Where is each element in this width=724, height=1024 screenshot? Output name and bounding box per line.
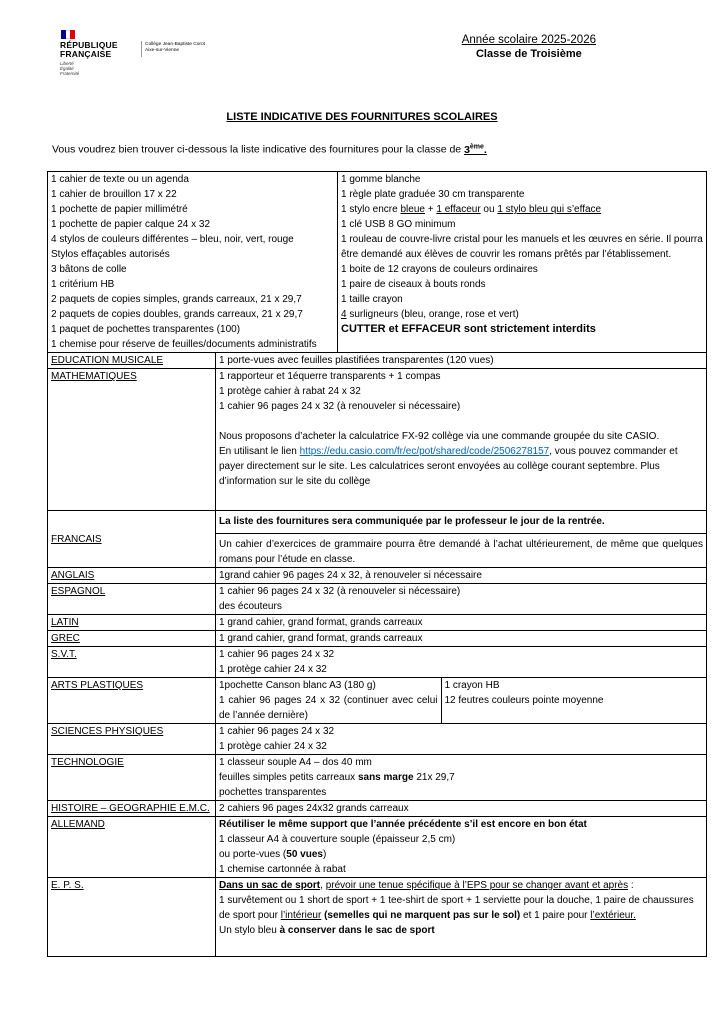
list-item: 1 pochette de papier calque 24 x 32	[51, 219, 211, 230]
list-item: 1 chemise pour réserve de feuilles/documents administratifs	[51, 339, 317, 350]
subject-francais: FRANCAIS	[48, 511, 216, 568]
subject-arts: ARTS PLASTIQUES	[48, 678, 216, 724]
list-item: 3 bâtons de colle	[51, 264, 127, 275]
subject-svt: S.V.T.	[48, 647, 216, 678]
table-row	[48, 568, 707, 584]
subject-content: 1 cahier 96 pages 24 x 32 1 protège cahier 24 x 32	[216, 724, 707, 755]
casio-link[interactable]: https://edu.casio.com/fr/ec/pot/shared/code/2506278157	[299, 446, 550, 457]
list-item: 1 règle plate graduée 30 cm transparente	[341, 189, 525, 200]
college-name: Collège Jean-Baptiste Corot Aixe-sur-Vienne	[145, 42, 205, 53]
list-item: 4 surligneurs (bleu, orange, rose et vert)	[341, 309, 519, 320]
francais-top: La liste des fournitures sera communiquée par le professeur le jour de la rentrée.	[216, 511, 706, 534]
table-row	[48, 755, 707, 801]
table-row	[48, 369, 707, 511]
subject-content: Réutiliser le même support que l’année précédente s’il est encore en bon état 1 classeur A4 à couverture souple (épaisseur 2,5 cm) ou porte-vues (50 vues) 1 chemise cartonnée à rabat	[216, 817, 707, 878]
list-item: 1 pochette de papier millimétré	[51, 204, 188, 215]
subject-physique: SCIENCES PHYSIQUES	[48, 724, 216, 755]
list-item: 1 cahier de texte ou un agenda	[51, 174, 189, 185]
table-row	[48, 678, 707, 724]
subject-content: 1grand cahier 96 pages 24 x 32, à renouveler si nécessaire	[216, 568, 707, 584]
list-item: 1 gomme blanche	[341, 174, 421, 185]
table-row	[48, 631, 707, 647]
subject-content	[216, 511, 707, 568]
table-row	[48, 647, 707, 678]
subject-content: 2 cahiers 96 pages 24x32 grands carreaux	[216, 801, 707, 817]
subject-content: 1 classeur souple A4 – dos 40 mm feuilles simples petits carreaux sans marge 21x 29,7 pochettes transparentes	[216, 755, 707, 801]
page-title: LISTE INDICATIVE DES FOURNITURES SCOLAIRES	[226, 111, 498, 123]
subject-content: 1 rapporteur et 1équerre transparents + 1 compas 1 protège cahier à rabat 24 x 32 1 cahier 96 pages 24 x 32 (à renouveler si nécessaire) Nous proposons d’acheter la calculatrice FX-92 collège via une commande groupée du site CASIO. En utilisant le lien https://edu.casio.com/fr/ec/pot/shared/code/2506278157, vous pouvez commander et payer directement sur le site. Les calculatrices seront envoyées au collège courant septembre. Plus d’information sur le site du collège	[216, 369, 707, 511]
motto: Liberté Égalité Fraternité	[60, 61, 80, 76]
general-right-cell	[338, 172, 707, 353]
arts-left: 1pochette Canson blanc A3 (180 g) 1 cahier 96 pages 24 x 32 (continuer avec celui de l’année dernière)	[216, 678, 441, 723]
list-item: 1 taille crayon	[341, 294, 403, 305]
list-item: 2 paquets de copies doubles, grands carreaux, 21 x 29,7	[51, 309, 303, 320]
republique-francaise-logo	[57, 30, 237, 90]
subject-espagnol: ESPAGNOL	[48, 584, 216, 615]
list-item: 1 stylo encre bleue + 1 effaceur ou 1 stylo bleu qui s’efface	[341, 204, 602, 215]
table-row	[48, 724, 707, 755]
subject-content	[216, 678, 707, 724]
intro-text: Vous voudrez bien trouver ci-dessous la liste indicative des fournitures pour la classe de 3ème.	[52, 143, 487, 156]
school-year: Année scolaire 2025-2026	[461, 34, 596, 46]
table-row	[48, 801, 707, 817]
list-item: Stylos effaçables autorisés	[51, 249, 170, 260]
subject-histoire: HISTOIRE – GEOGRAPHIE E.M.C.	[48, 801, 216, 817]
subject-allemand: ALLEMAND	[48, 817, 216, 878]
subject-grec: GREC	[48, 631, 216, 647]
general-supplies-row	[48, 172, 707, 353]
french-flag-icon	[61, 30, 75, 39]
list-item: 1 rouleau de couvre-livre cristal pour les manuels et les œuvres en série. Il pourra être demandé aux élèves de couvrir les romans prêtés par l’établissement.	[341, 234, 703, 260]
class-name: Classe de Troisième	[475, 48, 582, 60]
list-item: 1 boite de 12 crayons de couleurs ordinaires	[341, 264, 538, 275]
table-row	[48, 511, 707, 568]
subject-anglais: ANGLAIS	[48, 568, 216, 584]
subject-eps: E. P. S.	[48, 878, 216, 957]
header-info	[462, 33, 596, 62]
republique-text: RÉPUBLIQUE FRANÇAISE	[60, 40, 118, 59]
arts-right: 1 crayon HB 12 feutres couleurs pointe moyenne	[444, 680, 604, 706]
forbidden-note: CUTTER et EFFACEUR sont strictement interdits	[341, 323, 596, 335]
list-item: 1 cahier de brouillon 17 x 22	[51, 189, 177, 200]
list-item: 1 paquet de pochettes transparentes (100)	[51, 324, 241, 335]
table-row	[48, 615, 707, 631]
subject-musique: EDUCATION MUSICALE	[48, 353, 216, 369]
subject-techno: TECHNOLOGIE	[48, 755, 216, 801]
list-item: 1 paire de ciseaux à bouts ronds	[341, 279, 486, 290]
table-row	[48, 353, 707, 369]
subject-content: 1 porte-vues avec feuilles plastifiées transparentes (120 vues)	[216, 353, 707, 369]
general-left-cell	[48, 172, 338, 353]
subject-content: Dans un sac de sport, prévoir une tenue spécifique à l’EPS pour se changer avant et après : 1 survêtement ou 1 short de sport + 1 tee-shirt de sport + 1 serviette pour la douche, 1 paire de chaussures de sport pour l’intérieur (semelles qui ne marquent pas sur le sol) et 1 paire pour l’extérieur. Un stylo bleu à conserver dans le sac de sport	[216, 878, 707, 957]
subject-content: 1 cahier 96 pages 24 x 32 1 protège cahier 24 x 32	[216, 647, 707, 678]
table-row	[48, 584, 707, 615]
supplies-table	[47, 171, 707, 957]
list-item: 4 stylos de couleurs différentes – bleu, noir, vert, rouge	[51, 234, 294, 245]
table-row	[48, 878, 707, 957]
subject-latin: LATIN	[48, 615, 216, 631]
table-row	[48, 817, 707, 878]
subject-content: 1 cahier 96 pages 24 x 32 (à renouveler si nécessaire) des écouteurs	[216, 584, 707, 615]
logo-divider	[141, 41, 142, 57]
subject-content: 1 grand cahier, grand format, grands carreaux	[216, 615, 707, 631]
list-item: 1 clé USB 8 GO minimum	[341, 219, 456, 230]
arts-inner-table	[216, 678, 706, 723]
list-item: 1 critérium HB	[51, 279, 115, 290]
list-item: 2 paquets de copies simples, grands carreaux, 21 x 29,7	[51, 294, 302, 305]
francais-bottom: Un cahier d’exercices de grammaire pourra être demandé à l’achat ultérieurement, de même que quelques romans pour l’étude en classe.	[219, 539, 703, 565]
subject-maths: MATHEMATIQUES	[48, 369, 216, 511]
subject-content: 1 grand cahier, grand format, grands carreaux	[216, 631, 707, 647]
